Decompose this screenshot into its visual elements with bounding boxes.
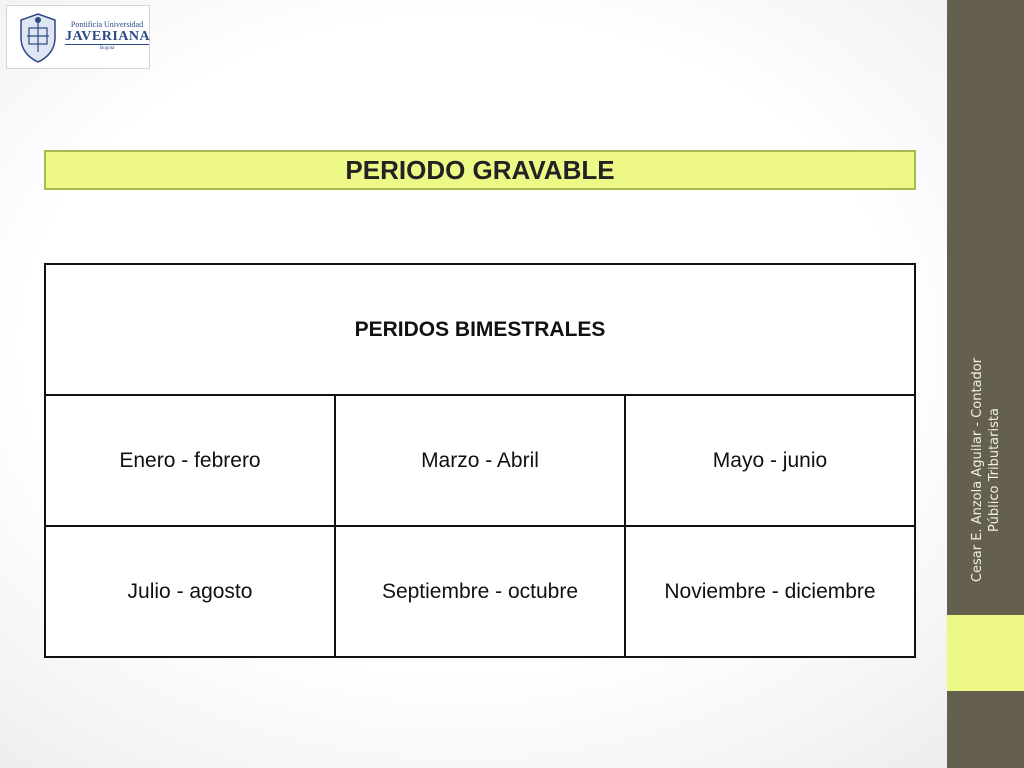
university-logo (6, 5, 150, 69)
logo-line-2: JAVERIANA (65, 29, 151, 44)
table-cell: Julio - agosto (45, 526, 335, 657)
table-cell: Marzo - Abril (335, 395, 625, 526)
slide-title-box (44, 150, 916, 190)
author-credit (947, 350, 1024, 590)
slide-title: PERIODO GRAVABLE (345, 154, 615, 185)
table-cell: Septiembre - octubre (335, 526, 625, 657)
crest-icon (15, 12, 61, 64)
sidebar-accent-block (947, 615, 1024, 691)
table-row (45, 526, 915, 657)
table-header: PERIDOS BIMESTRALES (45, 264, 915, 395)
table-cell: Enero - febrero (45, 395, 335, 526)
author-credit-line-1: Cesar E. Anzola Aguilar - Contador (969, 357, 985, 583)
right-sidebar (947, 0, 1024, 768)
table-cell: Mayo - junio (625, 395, 915, 526)
periods-table (44, 263, 916, 658)
table-header-row (45, 264, 915, 395)
table-cell: Noviembre - diciembre (625, 526, 915, 657)
table-row (45, 395, 915, 526)
author-credit-line-2: Público Tributarista (986, 408, 1002, 532)
logo-line-1: Pontificia Universidad (70, 20, 144, 29)
logo-line-3: Bogotá (99, 46, 115, 51)
